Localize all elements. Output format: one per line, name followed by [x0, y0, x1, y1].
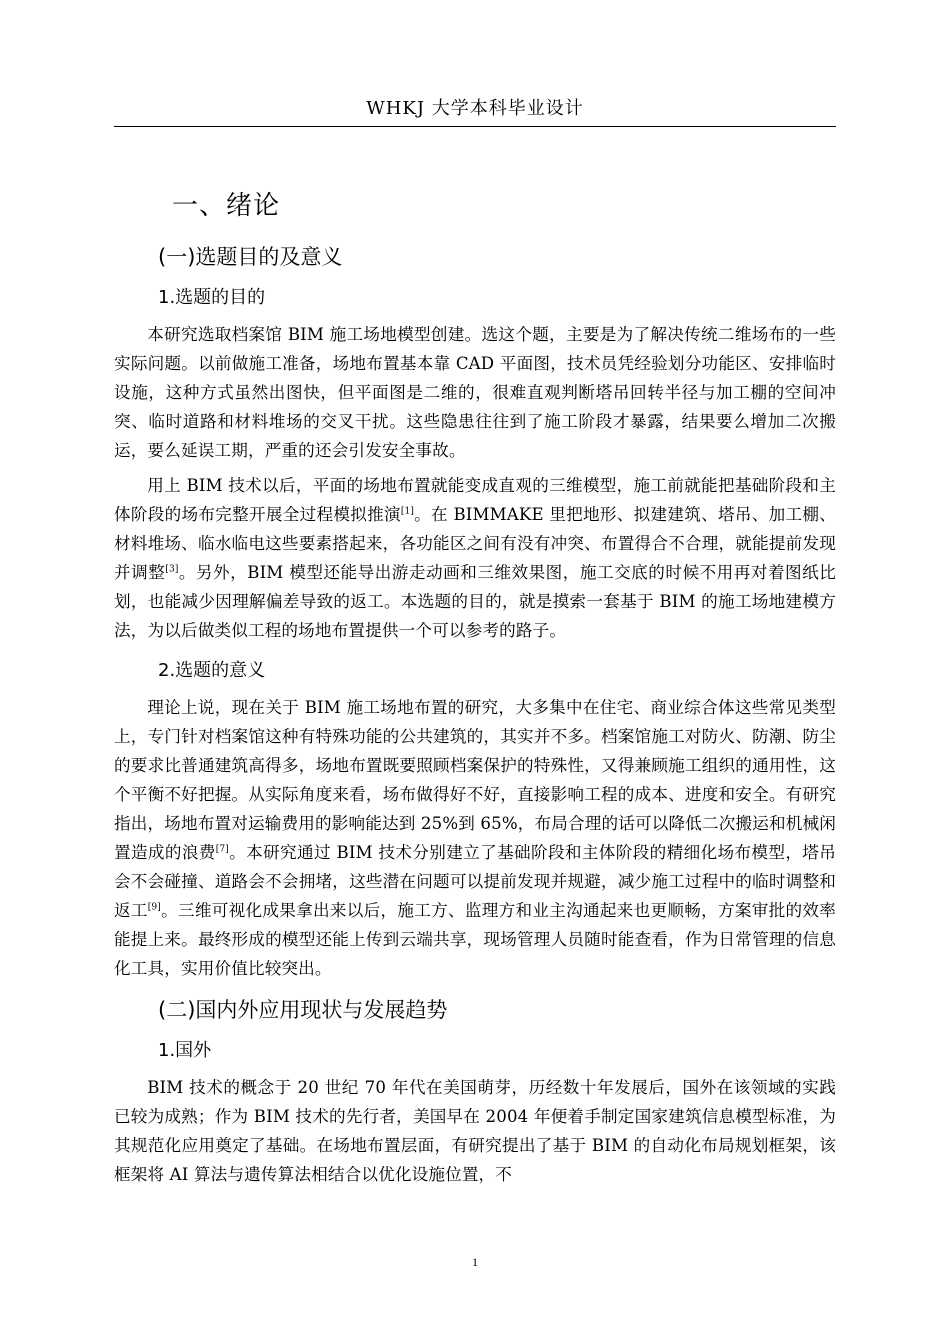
subsection-heading-significance: 2.选题的意义 [158, 660, 266, 681]
subsection-heading-purpose: 1.选题的目的 [158, 287, 266, 308]
citation-1[interactable]: [1] [400, 506, 415, 517]
subsection-heading-abroad: 1.国外 [158, 1040, 212, 1061]
text-run: 。本研究通过 BIM 技术分别建立了基础阶段和主体阶段的精细化场布模型，塔吊会不会碰撞、道路会不会拥堵，这些潜在问题可以提前发现并规避，减少施工过程中的临时调整和返工 [114, 843, 836, 920]
text-run: 。三维可视化成果拿出来以后，施工方、监理方和业主沟通起来也更顺畅，方案审批的效率能提上来。最终形成的模型还能上传到云端共享，现场管理人员随时能查看，作为日常管理的信息化工具，实用价值比较突出。 [114, 901, 836, 978]
paragraph-significance [114, 693, 836, 983]
paragraph-purpose-2 [114, 471, 836, 645]
citation-9[interactable]: [9] [147, 902, 161, 913]
running-header: WHKJ 大学本科毕业设计 [366, 98, 584, 119]
text-run: 用上 BIM 技术以后，平面的场地布置就能变成直观的三维模型，施工前就能把基础阶段和主体阶段的场布完整开展全过程模拟推演 [114, 476, 836, 524]
section-heading-purpose-significance: (一)选题目的及意义 [158, 245, 343, 269]
header-rule [114, 126, 836, 127]
page-body [114, 186, 836, 1195]
citation-3[interactable]: [3] [165, 564, 179, 575]
text-run: 。在 BIMMAKE 里把地形、拟建建筑、塔吊、加工棚、材料堆场、临水临电这些要素搭起来，各功能区之间有没有冲突、布置得合不合理，就能提前发现并调整 [114, 505, 836, 582]
text-run: 。另外，BIM 模型还能导出游走动画和三维效果图，施工交底的时候不用再对着图纸比划，也能减少因理解偏差导致的返工。本选题的目的，就是摸索一套基于 BIM 的施工场地建模方法，为以后做类似工程的场地布置提供一个可以参考的路子。 [114, 563, 836, 640]
paragraph-abroad: BIM 技术的概念于 20 世纪 70 年代在美国萌芽，历经数十年发展后，国外在该领域的实践已较为成熟；作为 BIM 技术的先行者，美国早在 2004 年便着手制定国家建筑信息模型标准，为其规范化应用奠定了基础。在场地布置层面，有研究提出了基于 BIM 的自动化布局规划框架，该框架将 AI 算法与遗传算法相结合以优化设施位置，不 [114, 1078, 836, 1184]
page-number: 1 [472, 1255, 478, 1269]
section-heading-status-trends: (二)国内外应用现状与发展趋势 [158, 998, 448, 1022]
paragraph-purpose-1: 本研究选取档案馆 BIM 施工场地模型创建。选这个题，主要是为了解决传统二维场布的一些实际问题。以前做施工准备，场地布置基本靠 CAD 平面图，技术员凭经验划分功能区、安排临时设施，这种方式虽然出图快，但平面图是二维的，很难直观判断塔吊回转半径与加工棚的空间冲突、临时道路和材料堆场的交叉干扰。这些隐患往往到了施工阶段才暴露，结果要么增加二次搬运，要么延误工期，严重的还会引发安全事故。 [114, 325, 836, 460]
chapter-title: 一、绪论 [172, 191, 281, 221]
citation-7[interactable]: [7] [215, 844, 229, 855]
text-run: 理论上说，现在关于 BIM 施工场地布置的研究，大多集中在住宅、商业综合体这些常见类型上，专门针对档案馆这种有特殊功能的公共建筑的，其实并不多。档案馆施工对防火、防潮、防尘的要求比普通建筑高得多，场地布置既要照顾档案保护的特殊性，又得兼顾施工组织的通用性，这个平衡不好把握。从实际角度来看，场布做得好不好，直接影响工程的成本、进度和安全。有研究指出，场地布置对运输费用的影响能达到 25%到 65%，布局合理的话可以降低二次搬运和机械闲置造成的浪费 [114, 698, 836, 862]
